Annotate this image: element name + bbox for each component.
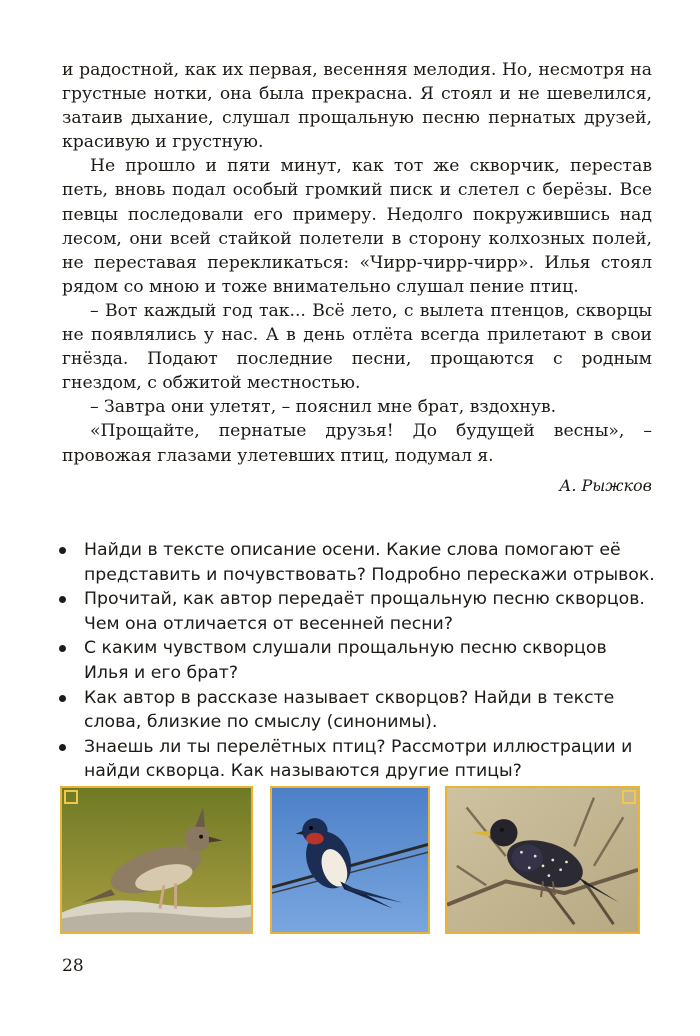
bullet-icon bbox=[59, 695, 66, 702]
question-item bbox=[56, 735, 656, 784]
story-text bbox=[62, 58, 652, 498]
question-text: Найди в тексте описание осени. Какие слова помогают её представить и почувствовать? Подробно перескажи отрывок. bbox=[84, 540, 655, 585]
question-item bbox=[56, 636, 656, 685]
question-text: Прочитай, как автор передаёт прощальную песню скворцов. Чем она отличается от весенней песни? bbox=[84, 589, 645, 634]
story-paragraph: – Завтра они улетят, – пояснил мне брат, вздохнув. bbox=[90, 397, 557, 418]
bullet-icon bbox=[59, 596, 66, 603]
photo-lark bbox=[60, 786, 253, 934]
story-paragraph: и радостной, как их первая, весенняя мелодия. Но, несмотря на грустные нотки, она была прекрасна. Я стоял и не шевелился, затаив дыхание, слушал прощальную песню пернатых друзей, красивую и грустную. bbox=[62, 60, 652, 153]
bullet-icon bbox=[59, 744, 66, 751]
bullet-icon bbox=[59, 547, 66, 554]
story-author: А. Рыжков bbox=[559, 475, 652, 495]
frame-corner bbox=[622, 790, 636, 804]
story-paragraph: Не прошло и пяти минут, как тот же скворчик, перестав петь, вновь подал особый громкий писк и слетел с берёзы. Все певцы последовали его примеру. Недолго покружившись над лесом, они всей стайкой полетели в сторону колхозных полей, не переставая перекликаться: «Чирр-чирр-чирр». Илья стоял рядом со мною и тоже внимательно слушал пение птиц. bbox=[62, 156, 652, 297]
question-item bbox=[56, 538, 656, 587]
question-text: С каким чувством слушали прощальную песню скворцов Илья и его брат? bbox=[84, 638, 607, 683]
story-paragraph: «Прощайте, пернатые друзья! До будущей весны», – провожая глазами улетевших птиц, подумал я. bbox=[62, 421, 652, 466]
question-item bbox=[56, 686, 656, 735]
lark-image bbox=[62, 788, 251, 932]
starling-image bbox=[447, 788, 638, 932]
bullet-icon bbox=[59, 645, 66, 652]
question-text: Как автор в рассказе называет скворцов? Найди в тексте слова, близкие по смыслу (синонимы). bbox=[84, 687, 615, 733]
question-text: Знаешь ли ты перелётных птиц? Рассмотри иллюстрации и найди скворца. Как называются другие птицы? bbox=[84, 736, 633, 782]
page-number: 28 bbox=[62, 956, 84, 976]
photo-swallow bbox=[270, 786, 430, 934]
questions-list bbox=[56, 538, 656, 784]
frame-corner bbox=[64, 790, 78, 804]
question-item bbox=[56, 587, 656, 636]
photo-starling bbox=[445, 786, 640, 934]
story-paragraph: – Вот каждый год так... Всё лето, с вылета птенцов, скворцы не появлялись у нас. А в день отлёта всегда прилетают в свои гнёзда. Подают последние песни, прощаются с родным гнездом, с обжитой местностью. bbox=[62, 300, 652, 394]
swallow-image bbox=[272, 788, 428, 932]
